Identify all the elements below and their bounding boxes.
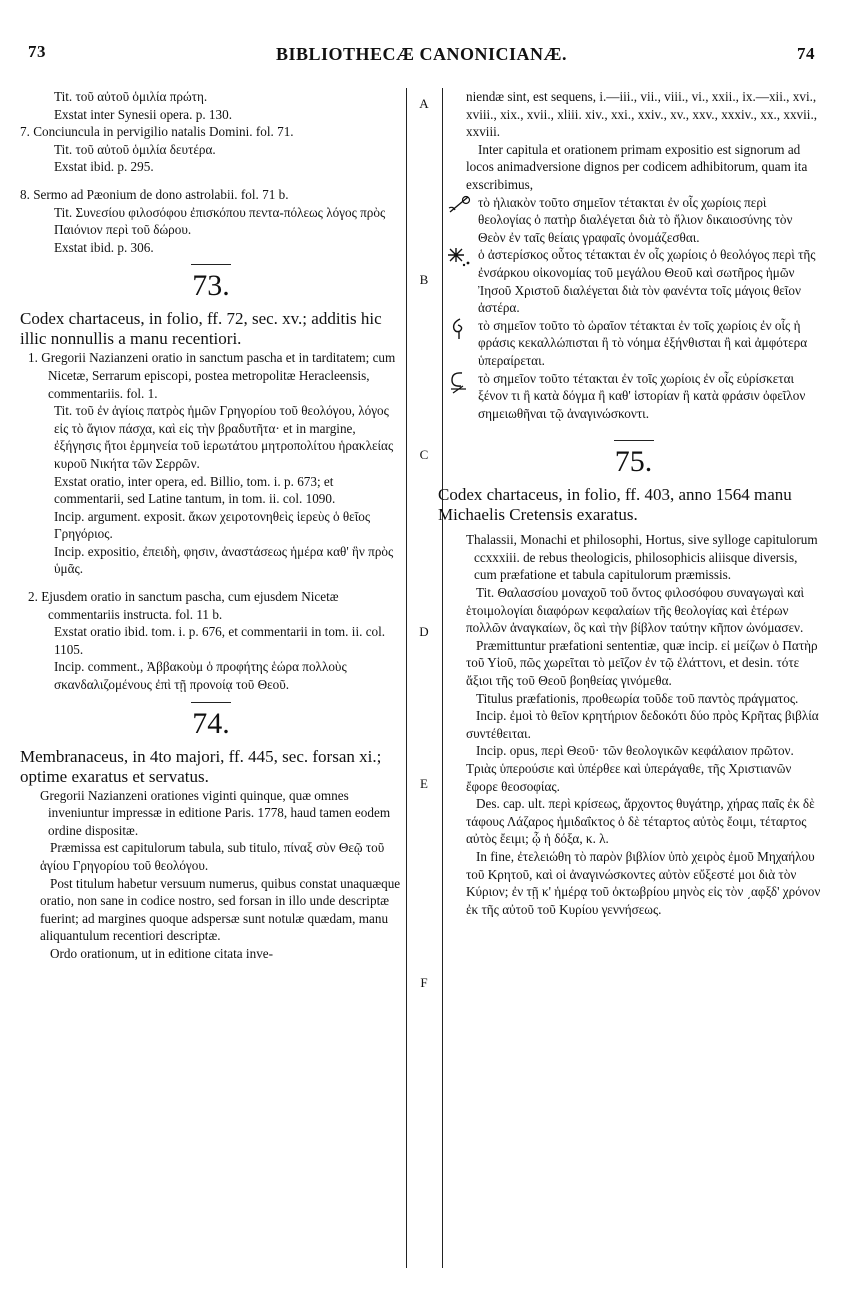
section-rule bbox=[191, 264, 231, 265]
sign-entry bbox=[446, 370, 821, 423]
page-number-left: 73 bbox=[28, 42, 46, 61]
text-line: Tit. τοῦ ἐν ἁγίοις πατρὸς ἡμῶν Γρηγορίου τοῦ θεολόγου, λόγος εἰς τὸ ἅγιον πάσχα, καὶ εἰς τὴν βραδυτῆτα· et in margine, ἐξήγησις ἤτοι ἑρμηνεία τοῦ ἱερωτάτου μητροπολίτου ἡρακλείας κυροῦ Νικήτα τῶν Σερρῶν. bbox=[54, 403, 394, 471]
sign-description: τὸ ἡλιακὸν τοῦτο σημεῖον τέτακται ἐν οἷς χωρίοις περὶ θεολογίας ὁ πατὴρ διαλέγεται διὰ τὸ ἥλιον δικαιοσύνης τὸν Θεὸν ἐν ταῖς θείαις γραφαῖς ὀνομάζεσθαι. bbox=[478, 194, 793, 245]
text-paragraph: Thalassii, Monachi et philosophi, Hortus, sive sylloge capitulorum ccxxxiii. de rebus theologicis, philosophicis aliisque diversis, cum præfatione et tabula capitulorum præmissis. bbox=[466, 532, 818, 583]
item-2: 2. Ejusdem oratio in sanctum pascha, cum ejusdem Nicetæ commentariis instructa. fol. 11 b. bbox=[28, 589, 339, 622]
text-paragraph: Tit. Θαλασσίου μοναχοῦ τοῦ ὄντος φιλοσόφου συναγωγαὶ καὶ ἑτοιμολογίαι διαφόρων κεφαλαίων τῆς θεολογίας καὶ ἑτέρων πολλῶν ἀναγκαίων, ὃς καὶ τὴν βίβλον ταύτην κῆπον ὠνόμασεν. bbox=[466, 585, 805, 636]
sign-entry bbox=[446, 317, 821, 370]
text-paragraph: Post titulum habetur versuum numerus, quibus constat unaquæque oratio, non sane in codice nostro, sed forsan in illo unde descriptæ fuerint; ad margines quoque adspersæ sunt notulæ quædam, manu aliquantulum recentiori descriptæ. bbox=[40, 875, 401, 944]
text-line: Exstat inter Synesii opera. p. 130. bbox=[54, 106, 232, 122]
text-line: Incip. expositio, ἐπειδὴ, φησιν, ἀναστάσεως ἡμέρα καθ' ἣν πρὸς ὑμᾶς. bbox=[54, 543, 394, 577]
semeiosai-sign-icon bbox=[446, 370, 476, 399]
running-title: BIBLIOTHECÆ CANONICIANÆ. bbox=[275, 44, 568, 64]
text-line: Tit. τοῦ αὐτοῦ ὁμιλία δευτέρα. bbox=[54, 141, 216, 157]
text-paragraph: niendæ sint, est sequens, i.—iii., vii., viii., vi., xxii., ix.—xii., xvi., xviii., xix., xvii., xliii. xiv., xxi., xxiv., xv., xxv., xxxiv., xx., xxvii., xxviii. bbox=[466, 89, 818, 140]
left-column bbox=[20, 88, 402, 963]
item-8: 8. Sermo ad Pæonium de dono astrolabii. fol. 71 b. bbox=[20, 186, 289, 202]
text-paragraph: Incip. ἐμοὶ τὸ θεῖον κρητήριον δεδοκότι δύο πρὸς Κρῆτας βιβλία συντέθειται. bbox=[466, 708, 819, 741]
text-line: Incip. argument. exposit. ἄκων χειροτονηθεὶς ἱερεὺς ὁ θεῖος Γρηγόριος. bbox=[54, 508, 371, 542]
sun-sign-icon bbox=[446, 194, 476, 219]
text-paragraph: Des. cap. ult. περὶ κρίσεως, ἄρχοντος θυγάτηρ, χήρας παῖς ἐκ δὲ τάφους Λάζαρος ἡμιδαΐκτος ὁ δὲ τέταρτος αὐτὸς ἔοιμι, τέταρτος αὐτὸς ἔειμι; ᾧ ἡ δόξα, κ. λ. bbox=[466, 796, 815, 847]
text-paragraph: Gregorii Nazianzeni orationes viginti quinque, quæ omnes inveniuntur impressæ in editione Paris. 1778, haud tamen eodem ordine dispositæ. bbox=[40, 787, 391, 838]
sign-entry bbox=[446, 246, 821, 316]
text-paragraph: Præmissa est capitulorum tabula, sub titulo, πίναξ σὺν Θεῷ τοῦ ἁγίου Γρηγορίου τοῦ θεολόγου. bbox=[40, 840, 385, 873]
margin-letter-f: F bbox=[420, 975, 428, 990]
text-line: Tit. Συνεσίου φιλοσόφου ἐπισκόπου πεντα-πόλεως λόγος πρὸς Παιόνιον περὶ τοῦ δώρου. bbox=[54, 204, 386, 238]
text-line: Exstat oratio, inter opera, ed. Billio, tom. i. p. 673; et commentarii, sed Latine tantum, in tom. ii. col. 1090. bbox=[54, 473, 336, 507]
text-paragraph: Præmittuntur præfationi sententiæ, quæ incip. εἰ μείζων ὁ Πατὴρ τοῦ Υἱοῦ, πῶς χωρεῖται τὸ μεῖζον ἐν τῷ ἐλάττονι, et desin. τότε ἄξιοι τῆς τοῦ Θεοῦ βοηθείας γινόμεθα. bbox=[466, 637, 818, 689]
text-line: Tit. τοῦ αὐτοῦ ὁμιλία πρώτη. bbox=[54, 89, 208, 104]
section-rule bbox=[614, 440, 654, 441]
text-paragraph: Titulus præfationis, προθεωρία τοῦδε τοῦ παντὸς πράγματος. bbox=[476, 690, 799, 706]
margin-letter-column bbox=[406, 0, 442, 1295]
margin-letter-e: E bbox=[420, 776, 428, 791]
text-paragraph: In fine, ἐτελειώθη τὸ παρὸν βιβλίον ὑπὸ χειρὸς ἐμοῦ Μηχαήλου τοῦ Κρητοῦ, καὶ οἱ ἀναγινώσκοντες αὐτὸν εὔξεστέ μοι διὰ τὸν Κύριον; ἐν τῇ κ' ἡμέρᾳ τοῦ ὀκτωβρίου μηνὸς εἰς τὸν ͵αφξδ' χρόνον ἐκ τῆς αὐτοῦ τοῦ Κυρίου γεννήσεως. bbox=[466, 848, 821, 917]
codex-number-73: 73. bbox=[192, 269, 230, 303]
text-line: Exstat oratio ibid. tom. i. p. 676, et commentarii in tom. ii. col. 1105. bbox=[54, 624, 386, 657]
codex-number-74: 74. bbox=[192, 706, 230, 740]
sign-description: τὸ σημεῖον τοῦτο τὸ ὡραῖον τέτακται ἐν τοῖς χωρίοις ἐν οἷς ἡ φράσις κεκαλλώπισται ἢ τὸ νόημα ἐξήνθισται ἢ καὶ ἀμφότερα ὑπεραίρεται. bbox=[478, 317, 808, 368]
margin-letter-d: D bbox=[419, 624, 429, 639]
codex-heading-74: Membranaceus, in 4to majori, ff. 445, sec. forsan xi.; optime exaratus et servatus. bbox=[20, 746, 382, 786]
sign-entry bbox=[446, 194, 821, 247]
right-column bbox=[438, 88, 821, 918]
text-paragraph: Incip. opus, περὶ Θεοῦ· τῶν θεολογικῶν κεφάλαιον πρῶτον. Τριὰς ὑπερούσιε καὶ ὑπέρθεε καὶ ὑπεράγαθε, τῆς Χριστιανῶν ἔφορε θεοσοφίας. bbox=[466, 743, 794, 794]
codex-number-75: 75. bbox=[614, 445, 653, 479]
text-paragraph: Ordo orationum, ut in editione citata inve- bbox=[50, 945, 274, 961]
column-rule-right bbox=[442, 88, 443, 1268]
text-paragraph: Inter capitula et orationem primam expositio est signorum ad locos animadversione dignos per codicem adhibitorum, quam ita exscribimus, bbox=[466, 141, 808, 192]
text-line: Exstat ibid. p. 306. bbox=[54, 239, 154, 255]
sign-description: τὸ σημεῖον τοῦτο τέτακται ἐν τοῖς χωρίοις ἐν οἷς εὑρίσκεται ξένον τι ἢ κατὰ δόγμα ἢ καθ' ἱστορίαν ἢ κατὰ φράσιν ὀφεῖλον σημειωθῆναι τῷ ἀναγινώσκοντι. bbox=[478, 370, 806, 421]
codex-heading-75: Codex chartaceus, in folio, ff. 403, anno 1564 manu Michaelis Cretensis exaratus. bbox=[438, 485, 792, 525]
item-1: 1. Gregorii Nazianzeni oratio in sanctum pascha et in tarditatem; cum Nicetæ, Serrarum episcopi, postea metropolitæ Heracleensis, commentariis. fol. 1. bbox=[28, 350, 396, 401]
asterisk-sign-icon bbox=[446, 246, 476, 271]
page-number-right: 74 bbox=[797, 44, 815, 63]
item-7: 7. Conciuncula in pervigilio natalis Domini. fol. 71. bbox=[20, 124, 294, 140]
margin-letter-c: C bbox=[419, 447, 429, 462]
margin-letter-a: A bbox=[419, 96, 429, 111]
text-line: Exstat ibid. p. 295. bbox=[54, 159, 154, 175]
text-line: Incip. comment., Ἀββακοὺμ ὁ προφήτης ἑώρα πολλοὺς σκανδαλιζομένους ἐπὶ τῇ προνοίᾳ τοῦ Θεοῦ. bbox=[54, 659, 347, 693]
codex-heading-73: Codex chartaceus, in folio, ff. 72, sec. xv.; additis hic illic nonnullis a manu recentiori. bbox=[20, 309, 382, 349]
sign-description: ὁ ἀστερίσκος οὗτος τέτακται ἐν οἷς χωρίοις ὁ θεολόγος περὶ τῆς ἐνσάρκου οἰκονομίας τοῦ μεγάλου Θεοῦ καὶ σωτῆρος ἡμῶν Ἰησοῦ Χριστοῦ διαλέγεται διὰ τὸν φανέντα τοῖς μάγοις θεῖον ἀστέρα. bbox=[478, 247, 816, 316]
horaion-sign-icon bbox=[446, 317, 476, 346]
margin-letter-b: B bbox=[419, 272, 429, 287]
section-rule bbox=[191, 702, 231, 703]
